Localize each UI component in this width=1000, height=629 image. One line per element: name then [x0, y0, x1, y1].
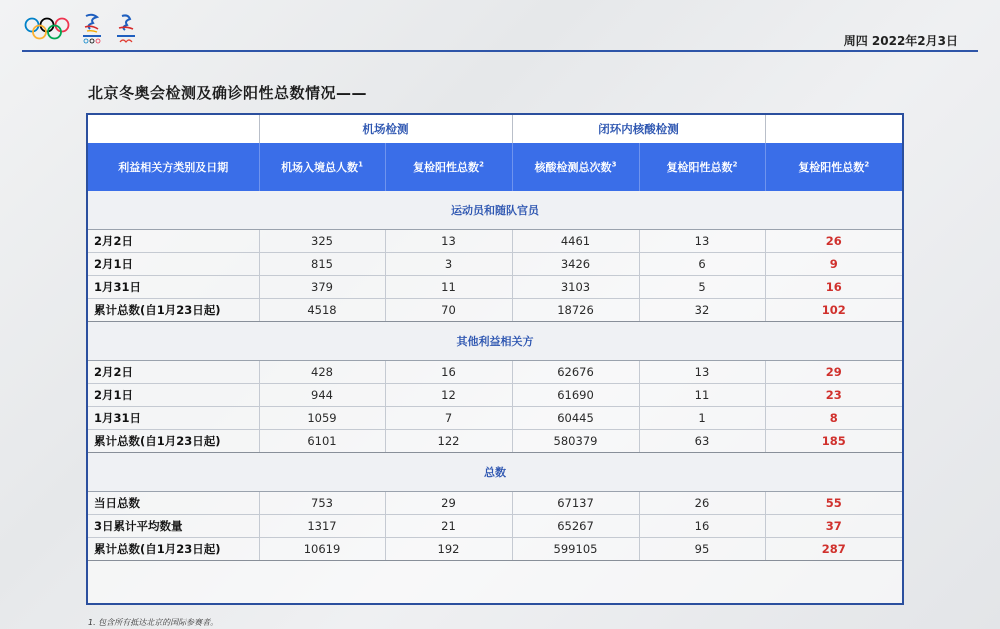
beijing-2022-emblem-icon	[80, 13, 104, 45]
row-label: 1月31日	[88, 407, 259, 430]
row-label: 累计总数(自1月23日起)	[88, 430, 259, 453]
row-label: 累计总数(自1月23日起)	[88, 538, 259, 561]
table-cell: 580379	[512, 430, 639, 453]
page-title: 北京冬奥会检测及确诊阳性总数情况——	[88, 84, 368, 102]
table-cell: 10619	[259, 538, 385, 561]
column-header-loop-positive: 复检阳性总数$^2$	[639, 143, 765, 191]
table-cell: 11	[639, 384, 765, 407]
table-row	[88, 276, 902, 299]
table-cell: 6	[639, 253, 765, 276]
report-date: 周四 2022年2月3日	[843, 34, 958, 48]
table-cell: 379	[259, 276, 385, 299]
table-cell: 61690	[512, 384, 639, 407]
olympic-rings-icon	[24, 17, 70, 41]
table-cell: 16	[385, 361, 512, 384]
table-cell: 428	[259, 361, 385, 384]
table-cell: 4518	[259, 299, 385, 322]
table-row	[88, 407, 902, 430]
header-divider	[22, 50, 978, 52]
table-row	[88, 430, 902, 453]
table-cell: 944	[259, 384, 385, 407]
row-label: 2月1日	[88, 253, 259, 276]
table-cell: 18726	[512, 299, 639, 322]
table-cell: 5	[639, 276, 765, 299]
table-cell: 815	[259, 253, 385, 276]
table-cell: 599105	[512, 538, 639, 561]
row-label: 当日总数	[88, 492, 259, 515]
column-header-row	[88, 143, 902, 191]
table-cell: 13	[385, 230, 512, 253]
table-cell: 65267	[512, 515, 639, 538]
section-header-row	[88, 322, 902, 361]
table-cell: 70	[385, 299, 512, 322]
group-header-empty	[765, 115, 902, 143]
column-header-arrivals: 机场入境总人数$^1$	[259, 143, 385, 191]
table-cell: 60445	[512, 407, 639, 430]
section-header-row	[88, 453, 902, 492]
total-positive-cell: 29	[765, 361, 902, 384]
table-cell: 62676	[512, 361, 639, 384]
footnote: 1. 包含所有抵达北京的国际参赛者。	[88, 618, 219, 627]
column-header-tests: 核酸检测总次数$^3$	[512, 143, 639, 191]
table-row	[88, 299, 902, 322]
table-cell: 1	[639, 407, 765, 430]
table-cell: 3	[385, 253, 512, 276]
table-cell: 21	[385, 515, 512, 538]
section-title: 总数	[88, 453, 902, 492]
total-positive-cell: 16	[765, 276, 902, 299]
stats-table	[88, 115, 902, 561]
table-row	[88, 253, 902, 276]
row-label: 累计总数(自1月23日起)	[88, 299, 259, 322]
column-header-total-positive: 复检阳性总数$^2$	[765, 143, 902, 191]
table-cell: 4461	[512, 230, 639, 253]
table-cell: 192	[385, 538, 512, 561]
stats-table-container	[86, 113, 904, 605]
row-label: 2月2日	[88, 230, 259, 253]
beijing-2022-paralympic-emblem-icon	[114, 13, 138, 45]
total-positive-cell: 8	[765, 407, 902, 430]
table-cell: 63	[639, 430, 765, 453]
table-cell: 753	[259, 492, 385, 515]
total-positive-cell: 102	[765, 299, 902, 322]
table-row	[88, 492, 902, 515]
table-cell: 7	[385, 407, 512, 430]
table-row	[88, 515, 902, 538]
table-cell: 67137	[512, 492, 639, 515]
table-cell: 122	[385, 430, 512, 453]
table-cell: 1059	[259, 407, 385, 430]
section-header-row	[88, 191, 902, 230]
table-cell: 11	[385, 276, 512, 299]
table-cell: 95	[639, 538, 765, 561]
total-positive-cell: 185	[765, 430, 902, 453]
table-body	[88, 191, 902, 561]
table-cell: 26	[639, 492, 765, 515]
group-header-row	[88, 115, 902, 143]
table-cell: 12	[385, 384, 512, 407]
table-row	[88, 361, 902, 384]
table-cell: 16	[639, 515, 765, 538]
total-positive-cell: 23	[765, 384, 902, 407]
group-header-empty	[88, 115, 259, 143]
table-cell: 1317	[259, 515, 385, 538]
row-label: 3日累计平均数量	[88, 515, 259, 538]
row-label: 2月1日	[88, 384, 259, 407]
total-positive-cell: 55	[765, 492, 902, 515]
table-cell: 325	[259, 230, 385, 253]
table-cell: 32	[639, 299, 765, 322]
table-cell: 29	[385, 492, 512, 515]
column-header-airport-positive: 复检阳性总数$^2$	[385, 143, 512, 191]
row-label: 1月31日	[88, 276, 259, 299]
total-positive-cell: 9	[765, 253, 902, 276]
table-row	[88, 230, 902, 253]
row-label: 2月2日	[88, 361, 259, 384]
table-cell: 3103	[512, 276, 639, 299]
total-positive-cell: 26	[765, 230, 902, 253]
table-cell: 13	[639, 361, 765, 384]
column-header-category: 利益相关方类别及日期	[88, 143, 259, 191]
table-row	[88, 384, 902, 407]
table-row	[88, 538, 902, 561]
logo-group	[24, 12, 138, 46]
section-title: 其他利益相关方	[88, 322, 902, 361]
total-positive-cell: 37	[765, 515, 902, 538]
table-cell: 6101	[259, 430, 385, 453]
table-cell: 3426	[512, 253, 639, 276]
group-header-closed-loop: 闭环内核酸检测	[512, 115, 765, 143]
table-cell: 13	[639, 230, 765, 253]
group-header-airport: 机场检测	[259, 115, 512, 143]
section-title: 运动员和随队官员	[88, 191, 902, 230]
total-positive-cell: 287	[765, 538, 902, 561]
header	[0, 0, 1000, 52]
